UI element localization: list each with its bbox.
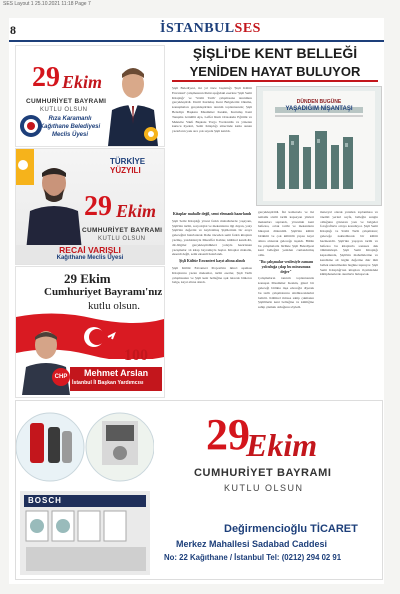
ad1-role1: Kağıthane Belediyesi	[39, 124, 101, 130]
article-column-1-end: Şişli Kültür Envanteri Projesi'nin ikinci aşaması Kitaplarını yazan mekanlar, tarihi eserler, Şişli Tarih çalışmasının ve Şişli kent belleğine ışık tutacak binlerce belge, kayıt altına alındı.	[172, 265, 252, 285]
ad3-name: Mehmet Arslan	[84, 368, 149, 378]
ad3-line1: 29 Ekim	[64, 271, 111, 286]
ad1-line1: CUMHURİYET BAYRAMI	[26, 98, 107, 105]
article-headline-line1: ŞİŞLİ'DE KENT BELLEĞİ	[192, 45, 358, 61]
bottom-ad-line2: KUTLU OLSUN	[224, 483, 304, 493]
article-column-1-top: Şişli Belediyesi, iki yıl önce başlattığı 'Şişli Kültür Envanteri' çalışmasının ilkini aşağıdaki eserlere 'Şişli Semt Kitaplığı' ve 'Sözlü Tarih' çalışmasına tanıtımını gerçekleştirdi. Darül Kurtuluş Kent Belgelerini Okuma, konuşmaları gerçekleştirilen tanıtım toplantısında; Şişli Belediye Başkanı Muammer Keskin, Kurtuluş Kent Tanışma Gönüllü Aya, Leffer Rum Ortaokulu Eğitimi ve Mektebe Vakfı Başkanı Yorgo Yordonidis ve yöneten kurucu üyeleri, Semt Kitaplığı sürecinde katkı sunan yazarların yanı sıra çok sayıda Şişli katıldı.	[172, 86, 252, 134]
book-title-line1: DÜNDEN BUGÜNE	[296, 99, 342, 105]
ad-mehmet-arslan	[15, 266, 165, 398]
ad3-badge: 100	[124, 347, 148, 364]
ad3-role: İstanbul İl Başkan Yardımcısı	[72, 380, 144, 386]
bottom-ad-line1: CUMHURİYET BAYRAMI	[194, 467, 332, 479]
ad1-role2: Meclis Üyesi	[51, 132, 89, 138]
bottom-ad-month: Ekim	[246, 427, 318, 463]
ad2-month: Ekim	[116, 201, 157, 221]
ad2-name: RECAİ VARIŞLI	[59, 245, 121, 255]
ad1-line2: KUTLU OLSUN	[40, 107, 88, 113]
print-slug: SES Layout 1 25.10.2021 11:18 Page 7	[3, 1, 91, 7]
book-cover-image	[256, 86, 382, 206]
subhead-2: Şişli Kültür Envanteri kayıt altına alındı	[179, 259, 245, 264]
company-phone: No: 22 Kağıthane / İstanbul Tel: (0212) 294 02 91	[164, 553, 342, 562]
ad-degirmencioglu	[15, 400, 383, 580]
ad-recai-varisli	[15, 148, 165, 265]
masthead-ses: SES	[234, 21, 261, 36]
article-headline-line2: YENİDEN HAYAT BULUYOR	[189, 64, 361, 79]
chp-logo-icon: CHP	[52, 368, 70, 386]
headline-rule	[172, 80, 378, 82]
portrait-recai-varisli	[26, 159, 84, 251]
article-column-1	[172, 210, 252, 395]
ad-riza-karamanli	[15, 45, 165, 147]
page-number: 8	[10, 23, 16, 37]
ad1-month: Ekim	[62, 72, 103, 92]
ad3-line2: Cumhuriyet Bayramı'nız	[44, 286, 163, 298]
article-column-2-end: Çalışmaların tanıtım toplantısında konuşan Muammer Keskin, güzel bir geleceği birlikte inşa edeceğiz diyerek bu tarih çalışmalarını sürdüreceklerini belirtti. Kültürel mirasa sahip çıkmanın Şişlililerin kent belleğine ve kimliğine sahip çıkmak olduğunu söyledi.	[258, 276, 314, 310]
masthead-rule	[9, 40, 384, 42]
ad2-brand2: YÜZYILI	[110, 166, 141, 175]
ad1-name: Rıza Karamanlı	[48, 116, 92, 122]
book-title-line2: YAŞADIĞIM NİŞANTAŞI	[285, 106, 353, 112]
subhead-1: Kitaplar mahalle değil, semt elemanlı hazırlandı	[172, 212, 252, 216]
masthead	[160, 21, 261, 37]
article-column-2-body: gerçekleştirildi. İki kamarada ve iki tematik sözlü tarihi kapsayan yüzleri mekanları saptandı, yöresinin kent hafızası, ortak tarihi ve mekanların hikayesi dinlenildi. Şişli'nin kültür birikimi ve çok kültürlü yapısı kayıt altına alınarak geleceğe taşındı. Bütün bu çalışmalarla birlikte Şişli Belediyesi kent belleğini yeniden canlandırmış oldu.	[258, 210, 314, 258]
article-column-3: materyal olarak yeniden toplanması ve önemli yerleri sayfa, belleğin zengin olduğunu gösteren yazı ve belgeler fotoğraflarla ortaya konuluyor. Şişli Semt Kitaplığı ve Sözlü Tarih çalışmaları; geleceğe nakledilecek bir kültür hazinesidir. Şişli'nin yaşayan tarihi ve hafızası bu kitaplarla sonsuza dek ölümsüzleşti. Şişli Semt Kitaplığı kapsamında, Şişli'nin mahallelerine ve kendisine ait özgün değerine dair tüm bellek unutulmadan bugüne taşınıyor. Şişli Semt Kitaplığı'nın kitapları ilçemizdeki kütüphanelerde okurlarla buluşacak.	[320, 210, 378, 277]
article-column-2	[258, 210, 314, 395]
ad2-line1: CUMHURİYET BAYRAMI	[82, 227, 163, 234]
article-column-1-body: Şişli Semt Kitaplığı yöresi farklı mahallelerde yaşayanı, Şişli'nin tarihi, sosyolojisi ve mekanlarını ilgi duyan, yalçı Şişli'nin değerini ve kaybolmuş Şişlilerinin bir araya geleceğini hatırlatarak Daha önceden semt farklı kitapları yazmış, yazdıklarıyla Muzaffer Kahler, kültürel kendi-ibi, dir-bilgiler gerçekleştirdikleri yoluyla hazırlanan yazışmalar 14 kitap bayramıyla başlar. Kitaplar mahalle, eksenli değil, semt eksenli hazırlandı.	[172, 218, 252, 257]
company-address: Merkez Mahallesi Sadabad Caddesi	[176, 539, 328, 549]
ad2-brand1: TÜRKİYE	[110, 157, 146, 166]
ad2-line2: KUTLU OLSUN	[98, 236, 146, 242]
bottom-ad-day: 29	[206, 410, 250, 459]
ad1-day: 29	[32, 62, 60, 93]
company-name: Değirmencioğlu TİCARET	[224, 523, 358, 535]
store-sign: BOSCH	[28, 496, 62, 505]
ad2-day: 29	[84, 191, 112, 222]
appliance-store-photos	[16, 401, 154, 579]
ak-party-logo-icon	[142, 126, 160, 142]
subhead-3: "Bu çalışmalar vesilesiyle zamanı yolculuğa çıkıp bu mirasımıza değer"	[258, 259, 314, 274]
ad2-role: Kağıthane Meclis Üyesi	[56, 255, 124, 261]
ad3-line3: kutlu olsun.	[88, 300, 140, 312]
masthead-istanbul: İSTANBUL	[160, 21, 235, 36]
